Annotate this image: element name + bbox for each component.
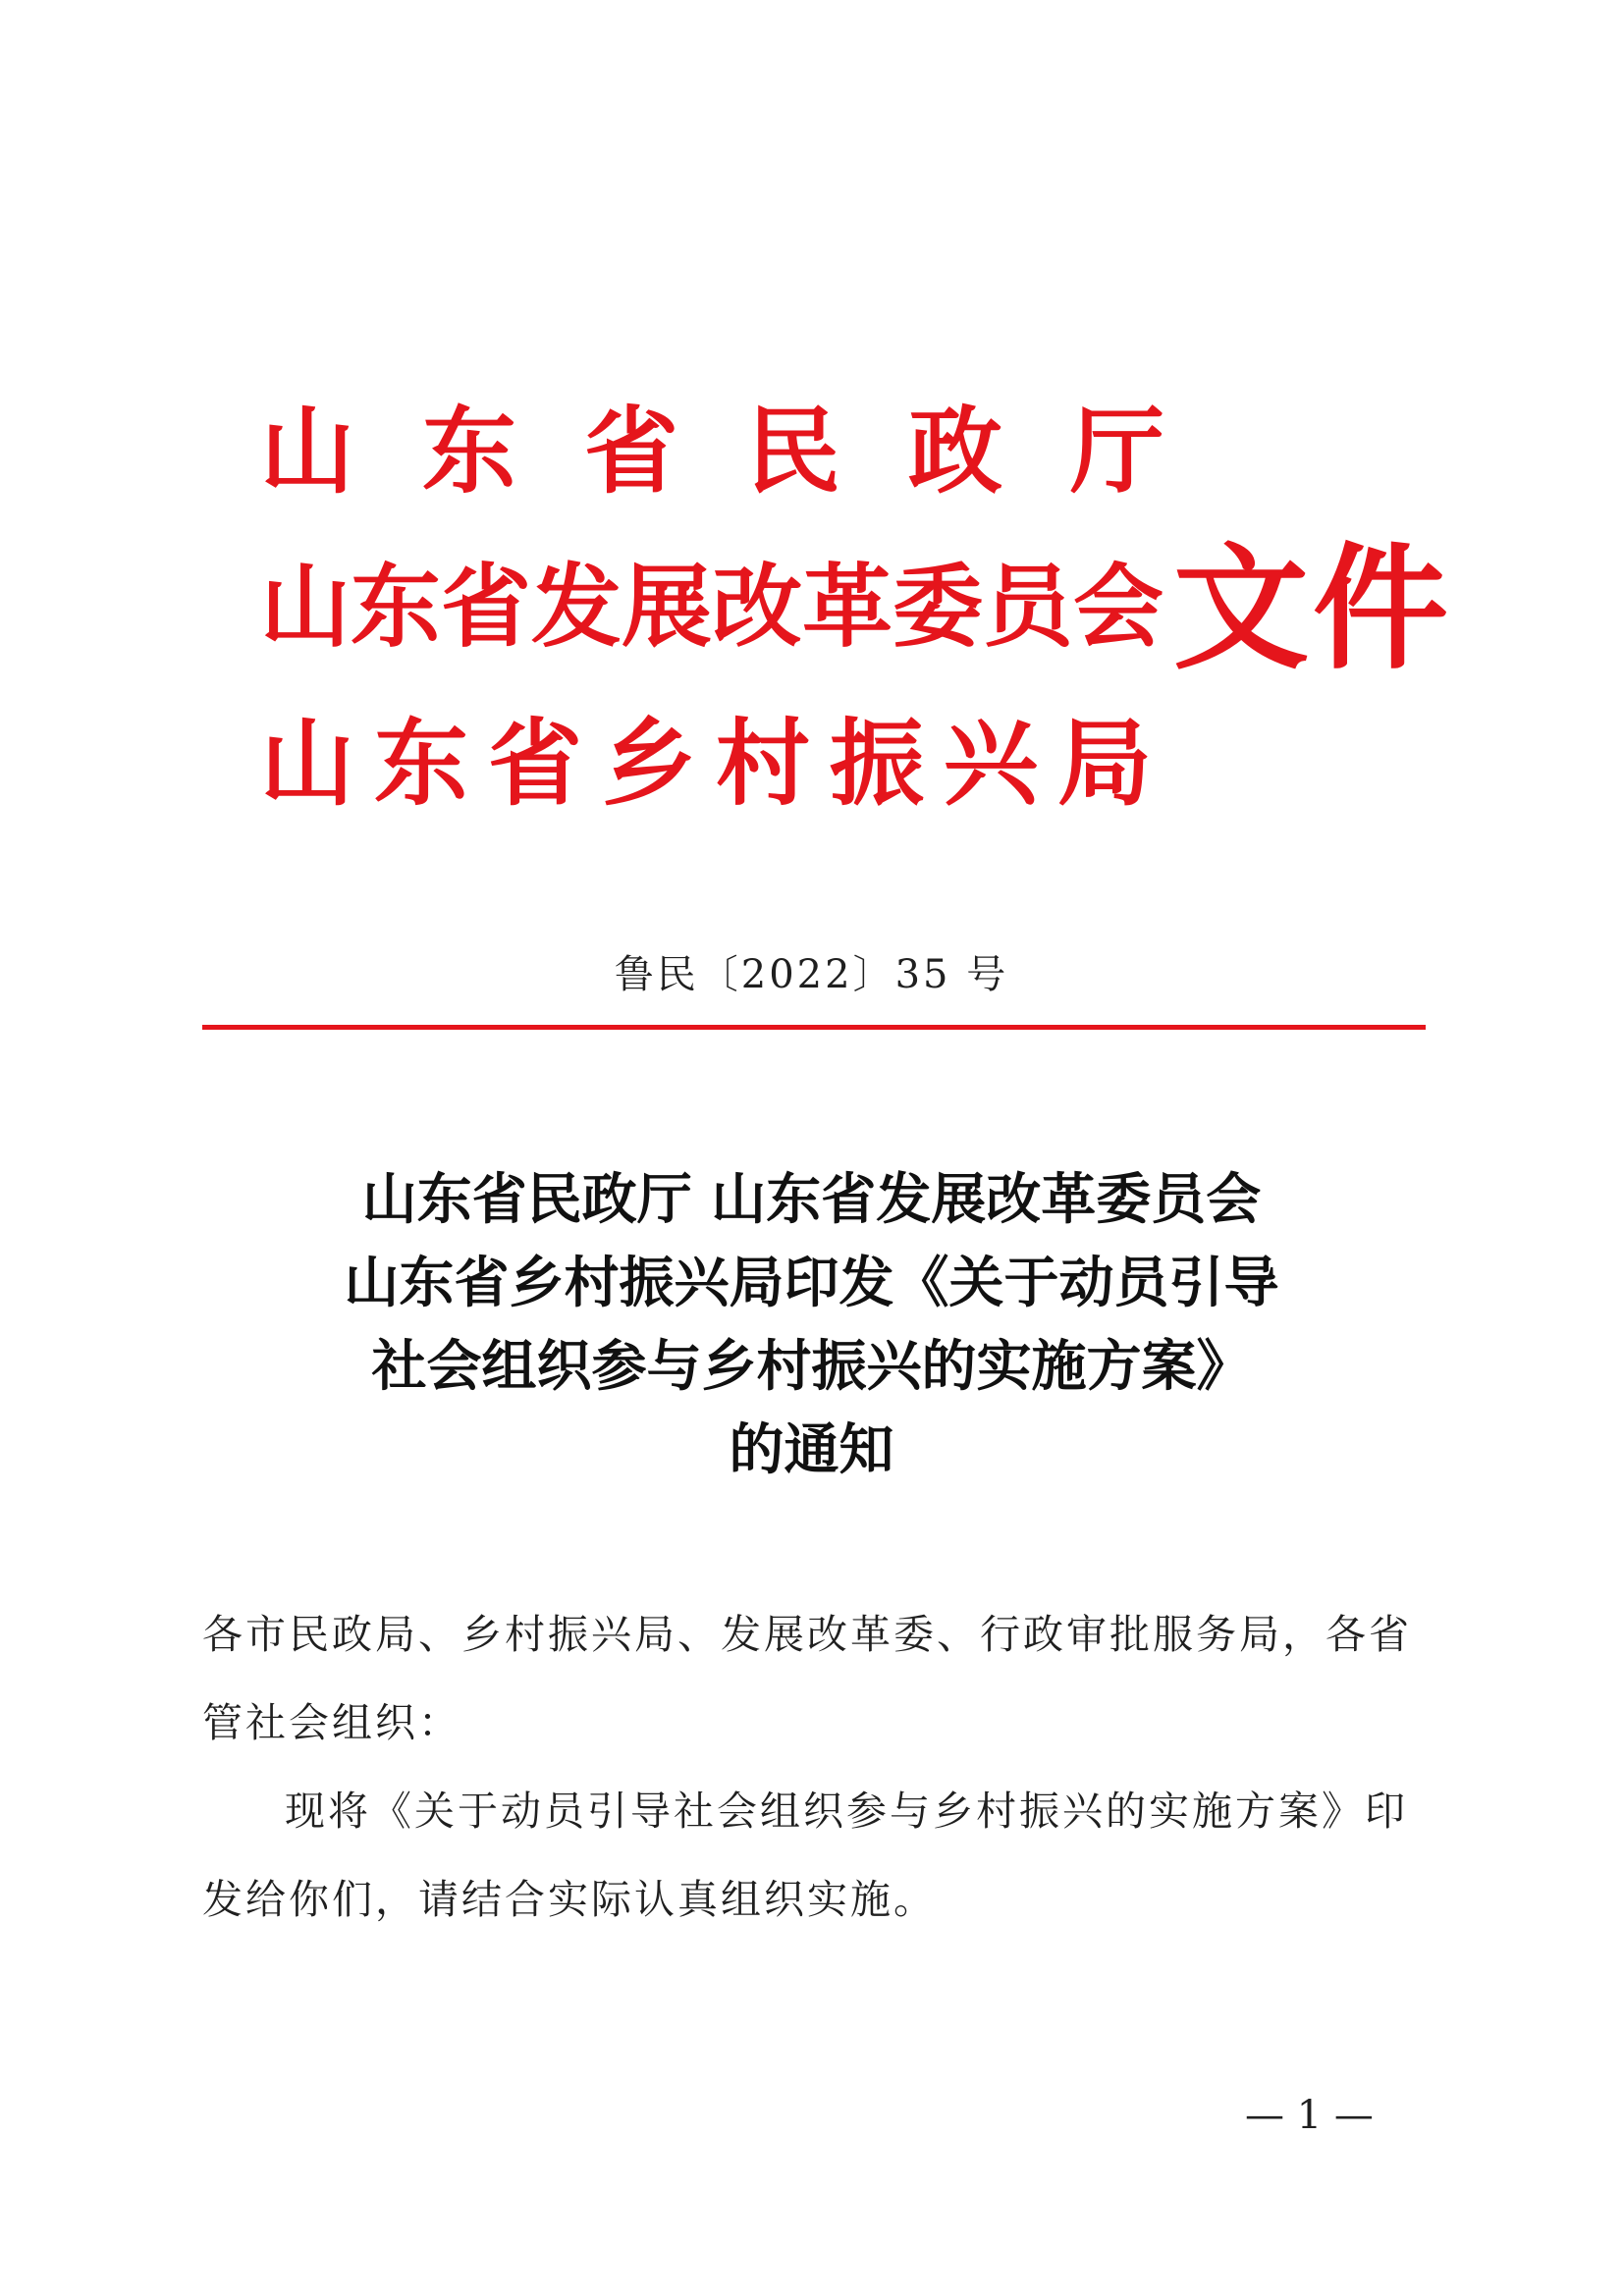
title-line: 山东省乡村振兴局印发《关于动员引导: [344, 1251, 1279, 1315]
title-line: 的通知: [729, 1417, 894, 1482]
title-line: 社会组织参与乡村振兴的实施方案》: [371, 1334, 1252, 1399]
document-type-label: 文件: [1173, 528, 1453, 688]
document-number: 鲁民〔2022〕35 号: [614, 952, 1009, 997]
document-body: [202, 1590, 1426, 1944]
page-number: — 1 —: [1245, 2093, 1374, 2138]
issuer-rural-revitalization: 山东省乡村振兴局: [260, 708, 1171, 819]
salutation: 各市民政局、乡村振兴局、发展改革委、行政审批服务局，各省管社会组织：: [202, 1611, 1412, 1746]
issuer-civil-affairs: 山东省民政厅: [260, 396, 1232, 507]
issuer-development-reform: 山东省发展改革委员会: [260, 554, 1164, 660]
document-header: [260, 396, 1453, 819]
red-divider: [202, 1025, 1426, 1030]
title-line: 山东省民政厅 山东省发展改革委员会: [361, 1167, 1262, 1232]
body-paragraph: 现将《关于动员引导社会组织参与乡村振兴的实施方案》印发给你们，请结合实际认真组织实施。: [202, 1788, 1408, 1923]
document-title: [0, 1158, 1623, 1492]
